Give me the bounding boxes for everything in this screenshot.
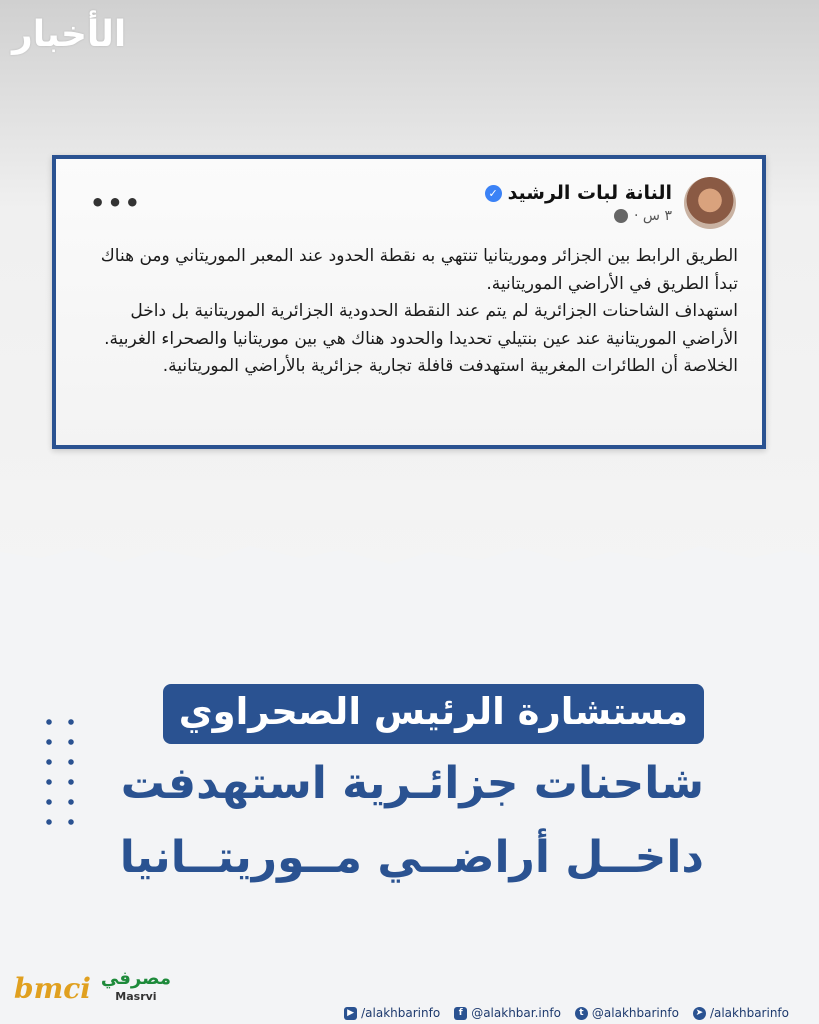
more-options-icon[interactable]: ••• bbox=[90, 189, 143, 217]
verified-icon: ✓ bbox=[485, 185, 502, 202]
twitter-handle: @alakhbarinfo bbox=[591, 1006, 679, 1020]
masrvi-arabic: مصرفي bbox=[100, 968, 171, 989]
bmci-logo bbox=[14, 972, 91, 1005]
bottom-background bbox=[0, 600, 819, 1024]
post-time[interactable]: ٣ س · bbox=[634, 208, 672, 224]
post-paragraph: الخلاصة أن الطائرات المغربية استهدفت قافلة تجارية جزائرية بالأراضي الموريتانية. bbox=[162, 356, 738, 376]
telegram-handle: /alakhbarinfo bbox=[709, 1006, 789, 1020]
masrvi-latin: Masrvi bbox=[115, 990, 157, 1003]
twitter-link[interactable] bbox=[575, 1006, 679, 1020]
youtube-link[interactable] bbox=[344, 1006, 440, 1020]
telegram-icon: ➤ bbox=[693, 1007, 706, 1020]
headline-line-1: مستشارة الرئيس الصحراوي bbox=[163, 684, 704, 744]
facebook-post-card bbox=[52, 155, 766, 449]
youtube-handle: /alakhbarinfo bbox=[361, 1006, 441, 1020]
facebook-icon: f bbox=[454, 1007, 467, 1020]
author-name[interactable]: النانة لبات الرشيد bbox=[507, 182, 672, 204]
bmci-logo-text: bmci bbox=[14, 971, 91, 1005]
sponsor-logos bbox=[14, 970, 171, 1006]
avatar[interactable] bbox=[684, 177, 736, 229]
post-header bbox=[485, 177, 736, 229]
globe-icon bbox=[614, 209, 628, 223]
twitter-icon: t bbox=[575, 1007, 588, 1020]
headline-line-2: شاحنات جزائـرية استهدفت bbox=[120, 758, 704, 809]
post-meta bbox=[485, 182, 672, 224]
facebook-handle: @alakhbar.info bbox=[471, 1006, 561, 1020]
headline-line-3: داخــل أراضــي مــوريتــانيا bbox=[119, 832, 704, 883]
time-line bbox=[485, 208, 672, 224]
masrvi-logo bbox=[101, 970, 171, 1006]
author-line bbox=[485, 182, 672, 204]
decorative-dot-grid bbox=[38, 712, 74, 836]
post-paragraph: استهداف الشاحنات الجزائرية لم يتم عند النقطة الحدودية الجزائرية الموريتانية بل داخل الأراضي الموريتانية عند عين بنتيلي تحديدا والحدود هناك هي بين موريتانيا والصحراء الغربية. bbox=[104, 301, 738, 349]
telegram-link[interactable] bbox=[693, 1006, 789, 1020]
youtube-icon: ▶ bbox=[344, 1007, 357, 1020]
post-paragraph: الطريق الرابط بين الجزائر وموريتانيا تنتهي به نقطة الحدود عند المعبر الموريتاني ومن هناك تبدأ الطريق في الأراضي الموريتانية. bbox=[100, 246, 738, 294]
post-body bbox=[90, 243, 738, 381]
alakhbar-logo: الأخبار bbox=[12, 14, 127, 55]
social-footer bbox=[344, 1006, 789, 1020]
facebook-link[interactable] bbox=[454, 1006, 561, 1020]
